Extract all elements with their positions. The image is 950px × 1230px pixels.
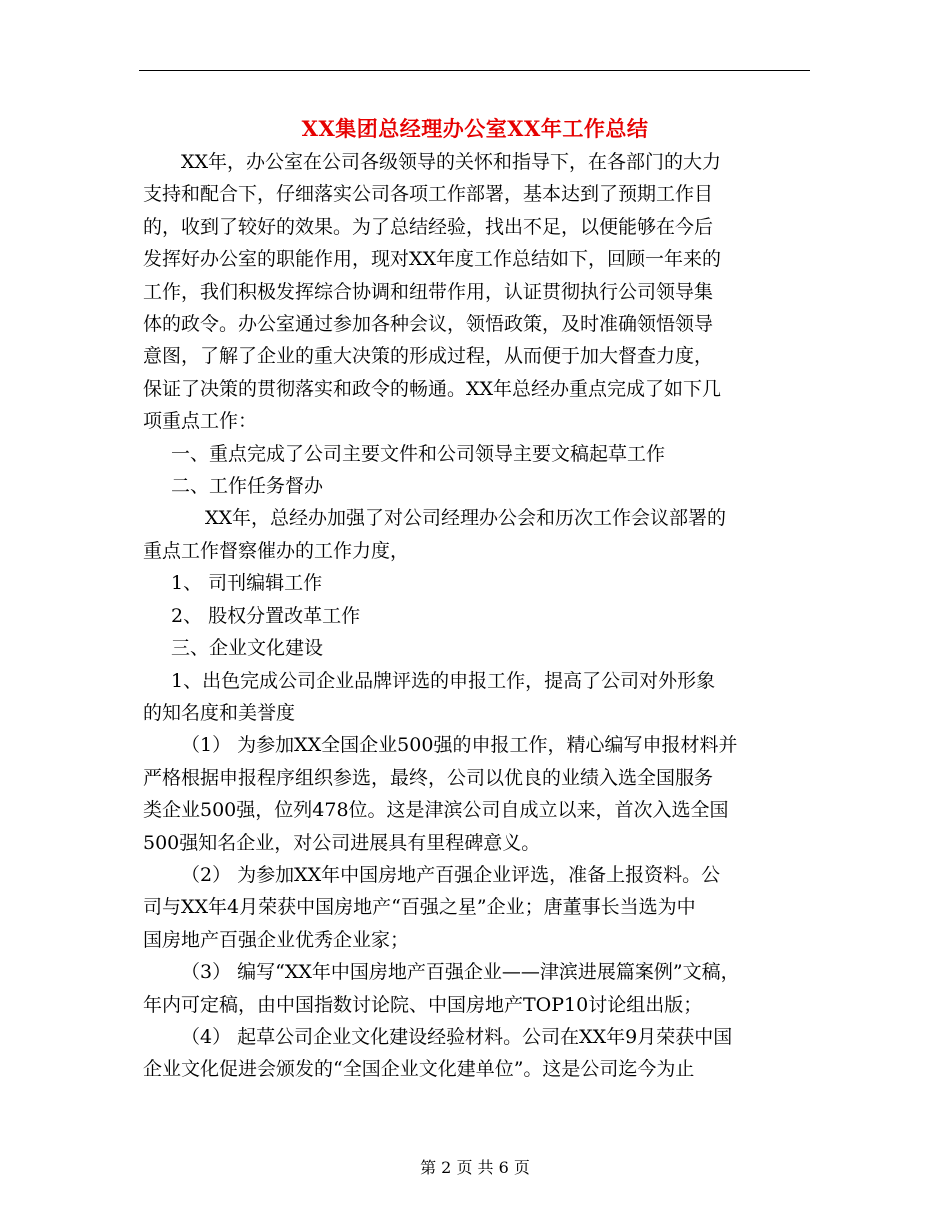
section-heading: 三、企业文化建设 <box>171 637 324 660</box>
list-item: 1、 司刊编辑工作 <box>171 572 323 595</box>
paragraph-line: 意图，了解了企业的重大决策的形成过程，从而便于加大督查力度， <box>143 345 714 368</box>
paragraph-line: 司与XX年4月荣获中国房地产“百强之星”企业；唐董事长当选为中 <box>143 896 696 919</box>
paragraph-line: （2） 为参加XX年中国房地产百强企业评选，准备上报资料。公 <box>181 863 721 886</box>
page-footer: 第 2 页 共 6 页 <box>420 1158 530 1177</box>
paragraph-line: 保证了决策的贯彻落实和政令的畅通。XX年总经办重点完成了如下几 <box>143 377 722 400</box>
paragraph-line: 1、出色完成公司企业品牌评选的申报工作，提高了公司对外形象 <box>171 669 716 692</box>
paragraph-line: （3） 编写“XX年中国房地产百强企业——津滨进展篇案例”文稿， <box>181 961 740 984</box>
paragraph-line: 的，收到了较好的效果。为了总结经验，找出不足，以便能够在今后 <box>143 215 714 238</box>
paragraph-line: 严格根据申报程序组织参选，最终，公司以优良的业绩入选全国服务 <box>143 766 714 789</box>
paragraph-line: 的知名度和美誉度 <box>143 701 296 724</box>
paragraph-line: XX年，总经办加强了对公司经理办公会和历次工作会议部署的 <box>205 507 727 530</box>
paragraph-line: 支持和配合下，仔细落实公司各项工作部署，基本达到了预期工作目 <box>143 183 714 206</box>
paragraph-line: （1） 为参加XX全国企业500强的申报工作，精心编写申报材料并 <box>181 734 738 757</box>
header-rule <box>139 70 810 71</box>
document-body <box>143 146 823 1086</box>
paragraph-line: 工作，我们积极发挥综合协调和纽带作用，认证贯彻执行公司领导集 <box>143 280 714 303</box>
paragraph-line: XX年，办公室在公司各级领导的关怀和指导下，在各部门的大力 <box>181 151 722 173</box>
list-item: 2、 股权分置改革工作 <box>171 604 361 627</box>
paragraph-line: 体的政令。办公室通过参加各种会议，领悟政策，及时准确领悟领导 <box>143 313 714 336</box>
section-heading: 二、工作任务督办 <box>171 475 324 498</box>
paragraph-line: （4） 起草公司企业文化建设经验材料。公司在XX年9月荣获中国 <box>181 1025 733 1048</box>
section-heading: 一、重点完成了公司主要文件和公司领导主要文稿起草工作 <box>171 442 666 465</box>
paragraph-line: 类企业500强，位列478位。这是津滨公司自成立以来，首次入选全国 <box>143 799 729 822</box>
document-title: XX集团总经理办公室XX年工作总结 <box>301 116 649 141</box>
paragraph-line: 国房地产百强企业优秀企业家； <box>143 928 410 951</box>
paragraph-line: 发挥好办公室的职能作用，现对XX年度工作总结如下，回顾一年来的 <box>143 248 722 271</box>
paragraph-line: 项重点工作： <box>143 410 258 433</box>
paragraph-line: 年内可定稿，由中国指数讨论院、中国房地产TOP10讨论组出版； <box>143 993 703 1016</box>
paragraph-line: 500强知名企业，对公司进展具有里程碑意义。 <box>143 831 541 854</box>
paragraph-line: 企业文化促进会颁发的“全国企业文化建单位”。这是公司迄今为止 <box>143 1058 695 1081</box>
paragraph-line: 重点工作督察催办的工作力度， <box>143 539 410 562</box>
